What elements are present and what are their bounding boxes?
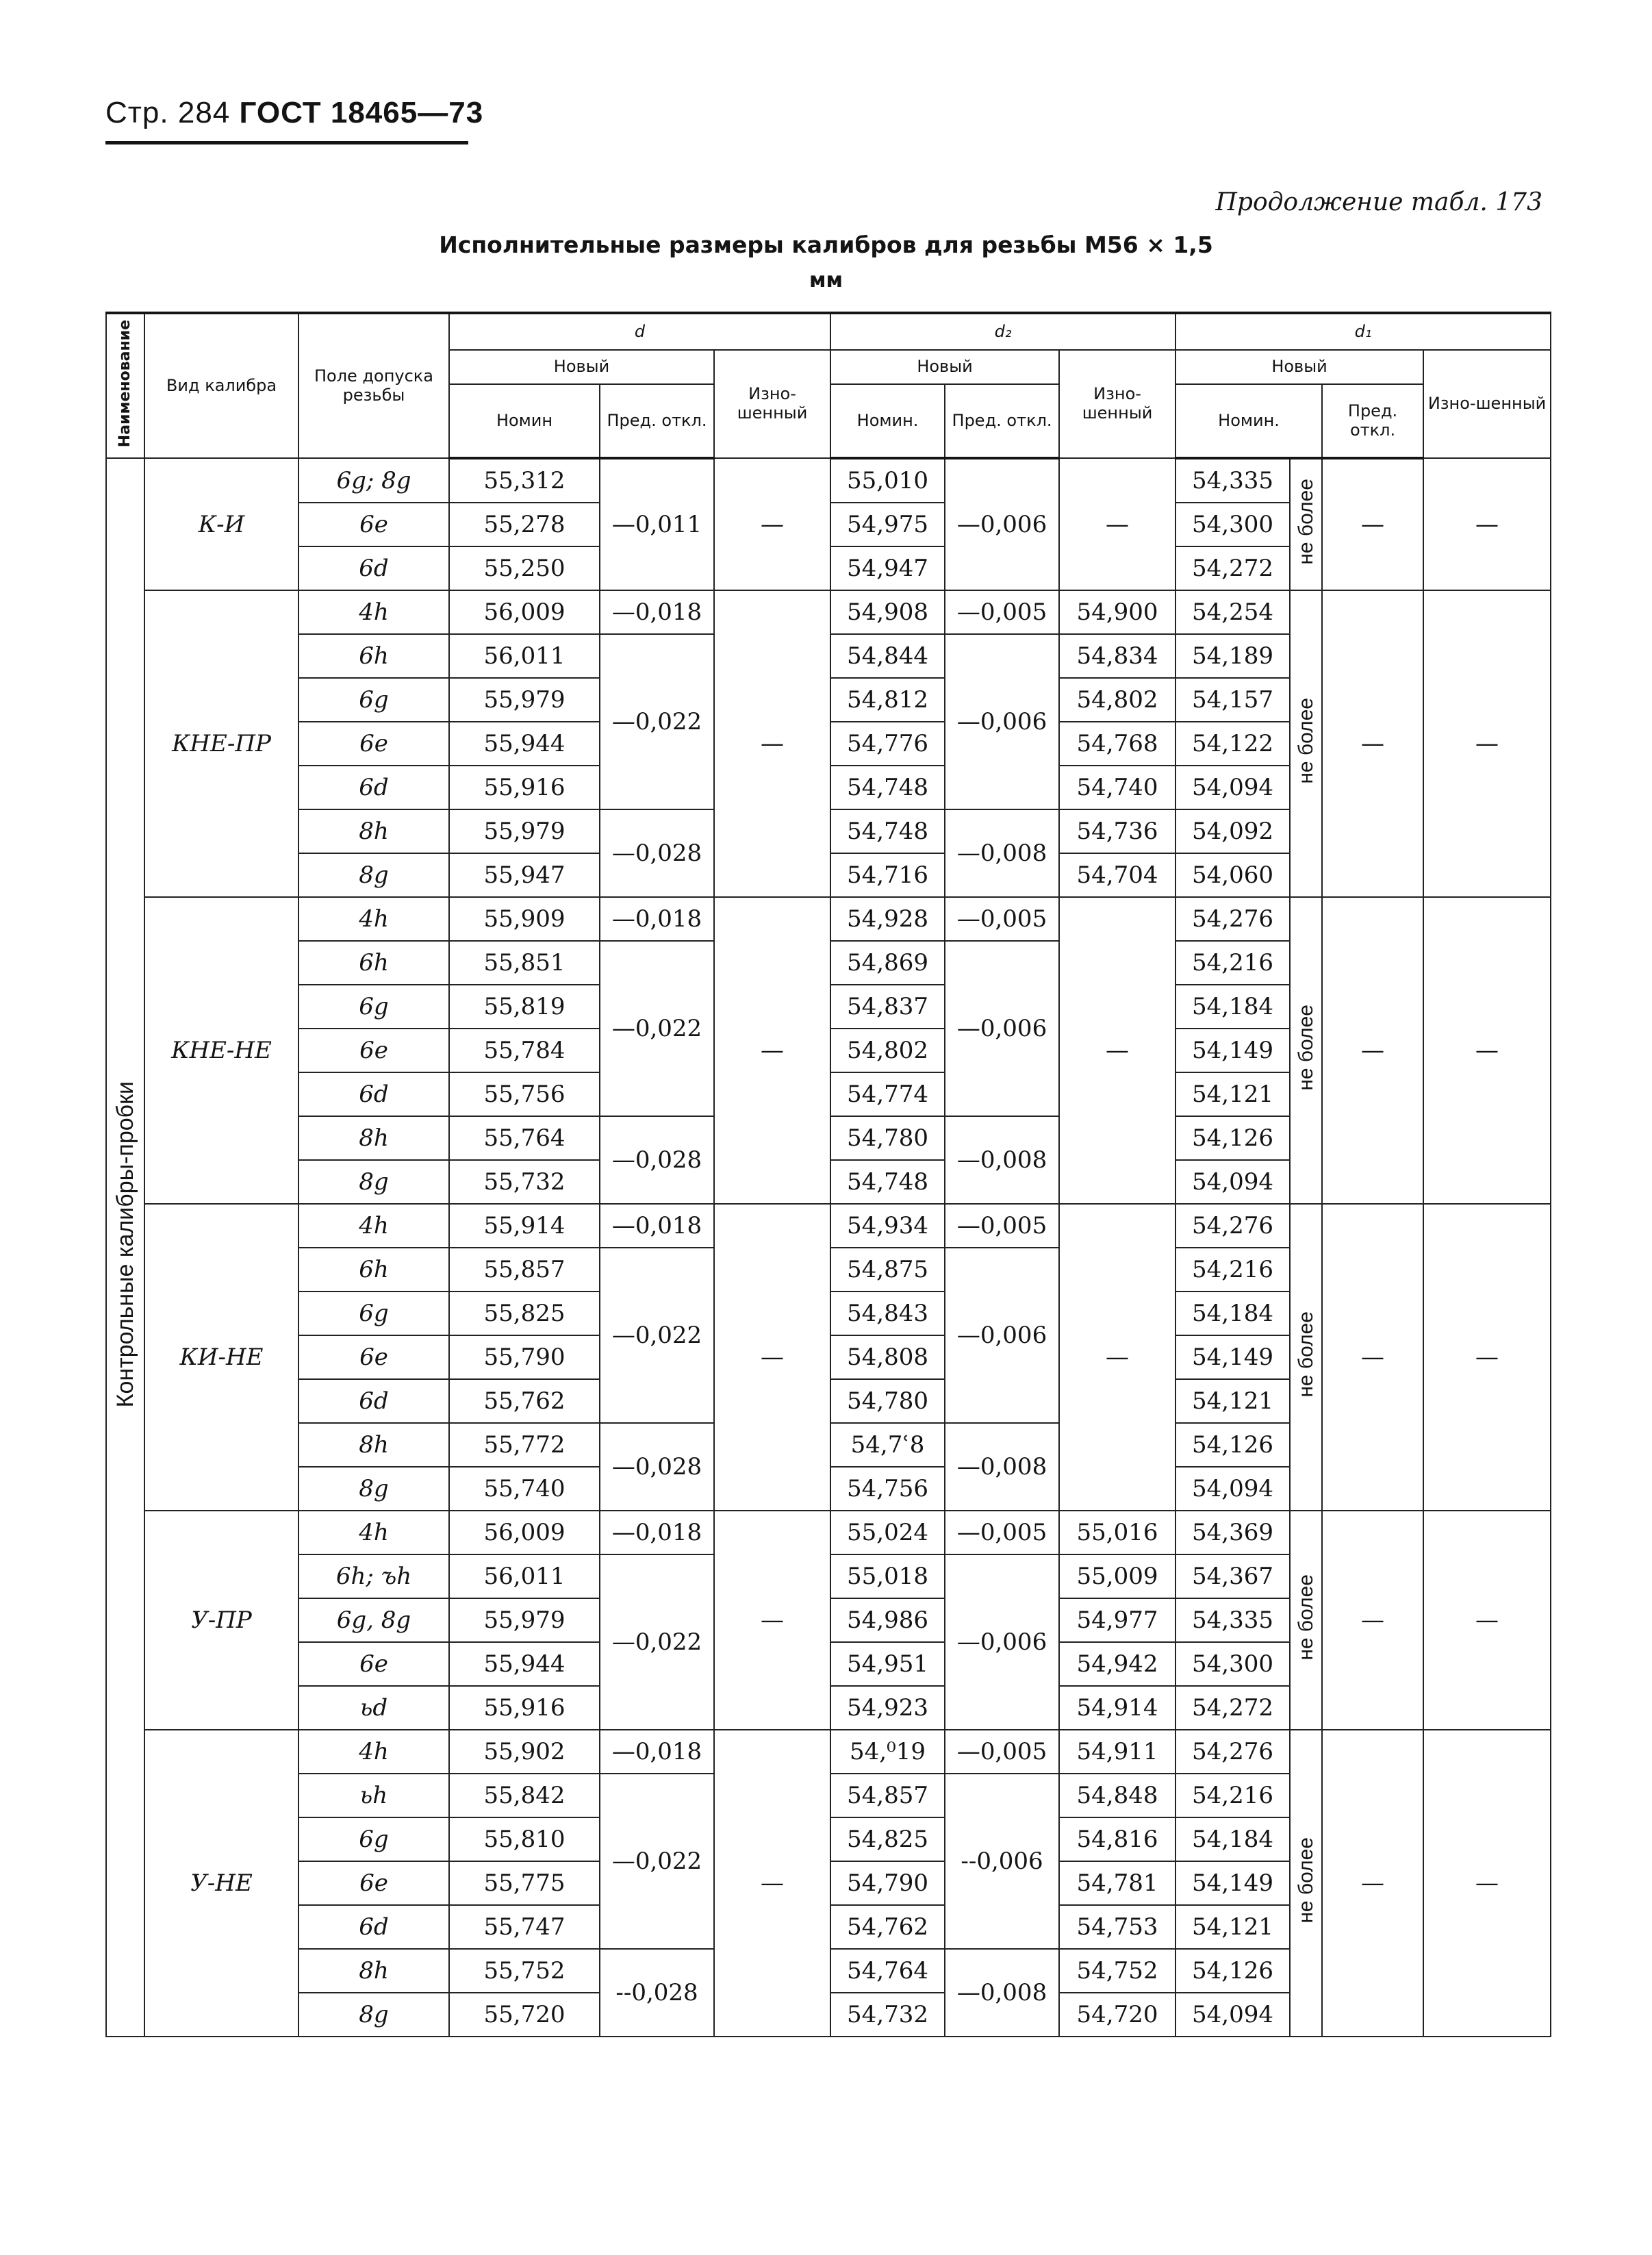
d2-header: d₂	[830, 313, 1176, 350]
d-nominal: 56,011	[449, 1554, 600, 1598]
d2-nominal: 54,790	[830, 1861, 945, 1905]
d-nominal: 55,764	[449, 1116, 600, 1160]
d-nominal: 55,909	[449, 897, 600, 941]
d1-note	[1290, 1730, 1322, 2037]
d-nominal: 55,979	[449, 809, 600, 853]
d-nominal: 55,772	[449, 1423, 600, 1467]
d1-nominal: 54,184	[1176, 985, 1290, 1029]
d-deviation: —0,018	[600, 1511, 714, 1554]
d2-worn: 54,834	[1059, 634, 1176, 678]
d1-header: d₁	[1176, 313, 1551, 350]
units-label: мм	[809, 268, 843, 292]
d1-deviation: —	[1322, 1730, 1423, 2037]
d2-worn: 54,914	[1059, 1686, 1176, 1730]
d2-worn: 54,752	[1059, 1949, 1176, 1993]
d-deviation: —0,022	[600, 941, 714, 1116]
d2-deviation: —0,008	[945, 809, 1059, 897]
d-deviation: —0,028	[600, 809, 714, 897]
table-row	[106, 1511, 1551, 1554]
d2-nominal: 55,010	[830, 458, 945, 503]
tolerance-field: 6h	[298, 1248, 449, 1292]
d2-nominal: 54,780	[830, 1116, 945, 1160]
d1-worn: —	[1423, 1511, 1551, 1730]
d-nominal: 55,842	[449, 1774, 600, 1817]
d2-deviation: —0,005	[945, 590, 1059, 634]
d-nominal: 56,009	[449, 590, 600, 634]
d-nominal-header: Номин	[449, 384, 600, 458]
d1-new-header: Новый	[1176, 350, 1423, 384]
d1-nominal: 54,094	[1176, 1467, 1290, 1511]
d2-nominal: 54,⁰19	[830, 1730, 945, 1774]
d1-note	[1290, 1204, 1322, 1511]
d-nominal: 55,916	[449, 1686, 600, 1730]
d2-worn: 55,009	[1059, 1554, 1176, 1598]
d-nominal: 55,902	[449, 1730, 600, 1774]
d-nominal: 55,720	[449, 1993, 600, 2037]
d-deviation: --0,028	[600, 1949, 714, 2037]
tolerance-field: 6e	[298, 1335, 449, 1379]
d2-worn: —	[1059, 897, 1176, 1204]
d-nominal: 55,732	[449, 1160, 600, 1204]
d1-note	[1290, 590, 1322, 897]
d-worn: —	[714, 1730, 830, 2037]
tolerance-field: 6g	[298, 1817, 449, 1861]
gauge-table	[105, 312, 1551, 2037]
tolerance-field: 6d	[298, 546, 449, 590]
d1-nominal: 54,126	[1176, 1116, 1290, 1160]
tolerance-field: 6g, 8g	[298, 1598, 449, 1642]
d2-nominal: 54,808	[830, 1335, 945, 1379]
d1-worn-header: Изно-шенный	[1423, 350, 1551, 458]
d-nominal: 55,740	[449, 1467, 600, 1511]
tolerance-field: ьh	[298, 1774, 449, 1817]
tolerance-field: 8h	[298, 1116, 449, 1160]
d1-nominal: 54,121	[1176, 1905, 1290, 1949]
table-row	[106, 458, 1551, 503]
d-deviation: —0,018	[600, 1730, 714, 1774]
tolerance-field: 8g	[298, 1993, 449, 2037]
tolerance-field: 8h	[298, 1423, 449, 1467]
d-nominal: 55,819	[449, 985, 600, 1029]
d-nominal: 55,810	[449, 1817, 600, 1861]
d2-nominal: 54,837	[830, 985, 945, 1029]
group-label: Контрольные калибры-пробки	[112, 1081, 138, 1408]
d1-nominal: 54,367	[1176, 1554, 1290, 1598]
d2-deviation: —0,006	[945, 634, 1059, 809]
table-body	[106, 458, 1551, 2037]
tolerance-field: 6e	[298, 1861, 449, 1905]
limit-note: не более	[1294, 1574, 1317, 1661]
d-deviation: —0,028	[600, 1423, 714, 1511]
d-nominal: 55,790	[449, 1335, 600, 1379]
d-worn: —	[714, 590, 830, 897]
d-new-header: Новый	[449, 350, 714, 384]
tolerance-field: 8h	[298, 809, 449, 853]
gauge-type-header: Вид калибра	[144, 313, 298, 458]
d2-deviation: —0,006	[945, 458, 1059, 590]
d2-nominal: 54,716	[830, 853, 945, 897]
tolerance-field: 6h	[298, 941, 449, 985]
d2-nominal: 54,844	[830, 634, 945, 678]
d2-deviation: —0,008	[945, 1116, 1059, 1204]
d-nominal: 55,775	[449, 1861, 600, 1905]
d1-nominal: 54,272	[1176, 1686, 1290, 1730]
d-deviation: —0,022	[600, 1554, 714, 1730]
d1-nominal: 54,094	[1176, 1160, 1290, 1204]
d2-nominal: 54,975	[830, 503, 945, 546]
d2-nominal: 54,776	[830, 722, 945, 766]
d1-nominal: 54,149	[1176, 1861, 1290, 1905]
continuation-note: Продолжение табл. 173	[1215, 188, 1542, 216]
tolerance-field: 6h; ъh	[298, 1554, 449, 1598]
tolerance-field: 6e	[298, 1642, 449, 1686]
tolerance-field: 6e	[298, 503, 449, 546]
d2-worn: 54,720	[1059, 1993, 1176, 2037]
d2-worn: —	[1059, 458, 1176, 590]
d2-deviation: —0,008	[945, 1949, 1059, 2037]
d1-nominal: 54,272	[1176, 546, 1290, 590]
d-worn: —	[714, 1204, 830, 1511]
d2-nominal: 54,812	[830, 678, 945, 722]
d1-worn: —	[1423, 1730, 1551, 2037]
d2-nominal: 54,802	[830, 1029, 945, 1072]
d-deviation: —0,028	[600, 1116, 714, 1204]
d1-nominal: 54,094	[1176, 1993, 1290, 2037]
d-nominal: 55,916	[449, 766, 600, 809]
d2-worn: 54,781	[1059, 1861, 1176, 1905]
tolerance-field: 6d	[298, 1905, 449, 1949]
header-rule	[105, 141, 468, 144]
tolerance-field: 4h	[298, 897, 449, 941]
d2-nominal: 54,774	[830, 1072, 945, 1116]
d2-worn: 54,977	[1059, 1598, 1176, 1642]
d2-nominal: 54,928	[830, 897, 945, 941]
d-nominal: 55,979	[449, 1598, 600, 1642]
d2-nominal: 55,024	[830, 1511, 945, 1554]
d2-nominal: 54,869	[830, 941, 945, 985]
tolerance-field: 6d	[298, 1072, 449, 1116]
limit-note: не более	[1294, 1004, 1317, 1091]
d-deviation: —0,022	[600, 1774, 714, 1949]
d1-worn: —	[1423, 458, 1551, 590]
d1-nominal: 54,369	[1176, 1511, 1290, 1554]
d-nominal: 55,857	[449, 1248, 600, 1292]
d1-nominal-header: Номин.	[1176, 384, 1322, 458]
d2-nominal: 54,756	[830, 1467, 945, 1511]
tolerance-field: 6g	[298, 985, 449, 1029]
d1-nominal: 54,216	[1176, 1774, 1290, 1817]
d-nominal: 55,784	[449, 1029, 600, 1072]
tolerance-field: ьd	[298, 1686, 449, 1730]
d1-worn: —	[1423, 590, 1551, 897]
d2-nominal: 54,908	[830, 590, 945, 634]
tolerance-field: 6g	[298, 1292, 449, 1335]
d1-nominal: 54,189	[1176, 634, 1290, 678]
d-nominal: 55,979	[449, 678, 600, 722]
d2-worn: 54,740	[1059, 766, 1176, 809]
group-label-cell	[106, 458, 144, 2037]
d1-nominal: 54,060	[1176, 853, 1290, 897]
tolerance-field: 8h	[298, 1949, 449, 1993]
d1-worn: —	[1423, 1204, 1551, 1511]
d1-nominal: 54,276	[1176, 1204, 1290, 1248]
d2-nominal: 54,857	[830, 1774, 945, 1817]
d-nominal: 55,747	[449, 1905, 600, 1949]
d2-worn: 54,704	[1059, 853, 1176, 897]
d2-deviation: —0,005	[945, 1730, 1059, 1774]
d1-nominal: 54,157	[1176, 678, 1290, 722]
d-nominal: 55,312	[449, 458, 600, 503]
gauge-type: К-И	[144, 458, 298, 590]
d2-nominal: 54,748	[830, 809, 945, 853]
d2-worn: 54,736	[1059, 809, 1176, 853]
d1-nominal: 54,121	[1176, 1379, 1290, 1423]
tolerance-header: Поле допуска резьбы	[298, 313, 449, 458]
d2-nominal: 54,923	[830, 1686, 945, 1730]
gauge-type: КНЕ-ПР	[144, 590, 298, 897]
d2-nominal-header: Номин.	[830, 384, 945, 458]
d-nominal: 56,011	[449, 634, 600, 678]
d1-nominal: 54,149	[1176, 1029, 1290, 1072]
d-nominal: 55,250	[449, 546, 600, 590]
d2-worn: —	[1059, 1204, 1176, 1511]
d2-worn: 54,768	[1059, 722, 1176, 766]
d2-deviation: —0,006	[945, 1554, 1059, 1730]
d2-nominal: 54,732	[830, 1993, 945, 2037]
d-deviation: —0,018	[600, 897, 714, 941]
d2-nominal: 54,986	[830, 1598, 945, 1642]
tolerance-field: 6e	[298, 1029, 449, 1072]
d2-deviation: —0,006	[945, 941, 1059, 1116]
d2-new-header: Новый	[830, 350, 1059, 384]
d2-nominal: 54,780	[830, 1379, 945, 1423]
d-header: d	[449, 313, 830, 350]
page-header	[105, 96, 483, 130]
d2-worn: 54,911	[1059, 1730, 1176, 1774]
tolerance-field: 4h	[298, 1511, 449, 1554]
d-deviation: —0,011	[600, 458, 714, 590]
d1-note	[1290, 897, 1322, 1204]
d1-nominal: 54,276	[1176, 897, 1290, 941]
d2-nominal: 54,748	[830, 766, 945, 809]
d1-nominal: 54,149	[1176, 1335, 1290, 1379]
d-worn-header: Изно-шенный	[714, 350, 830, 458]
d-nominal: 55,914	[449, 1204, 600, 1248]
d1-nominal: 54,216	[1176, 1248, 1290, 1292]
d2-worn: 54,802	[1059, 678, 1176, 722]
d1-nominal: 54,126	[1176, 1949, 1290, 1993]
d1-nominal: 54,122	[1176, 722, 1290, 766]
d2-deviation: —0,006	[945, 1248, 1059, 1423]
tolerance-field: 6e	[298, 722, 449, 766]
d1-deviation: —	[1322, 458, 1423, 590]
d-worn: —	[714, 1511, 830, 1730]
tolerance-field: 6d	[298, 766, 449, 809]
d2-deviation: --0,006	[945, 1774, 1059, 1949]
tolerance-field: 6h	[298, 634, 449, 678]
d1-worn: —	[1423, 897, 1551, 1204]
d1-nominal: 54,121	[1176, 1072, 1290, 1116]
d-nominal: 55,752	[449, 1949, 600, 1993]
standard-code: ГОСТ 18465—73	[239, 96, 484, 129]
table-row	[106, 590, 1551, 634]
d1-nominal: 54,092	[1176, 809, 1290, 853]
d-worn: —	[714, 458, 830, 590]
d-deviation: —0,022	[600, 1248, 714, 1423]
d-worn: —	[714, 897, 830, 1204]
d-nominal: 55,947	[449, 853, 600, 897]
d1-nominal: 54,254	[1176, 590, 1290, 634]
d2-nominal: 54,951	[830, 1642, 945, 1686]
d1-nominal: 54,300	[1176, 1642, 1290, 1686]
d2-worn: 54,753	[1059, 1905, 1176, 1949]
tolerance-field: 8g	[298, 1160, 449, 1204]
table-row	[106, 1204, 1551, 1248]
d2-worn: 54,942	[1059, 1642, 1176, 1686]
tolerance-field: 4h	[298, 1204, 449, 1248]
d2-deviation: —0,005	[945, 1511, 1059, 1554]
d1-nominal: 54,184	[1176, 1817, 1290, 1861]
table-title: Исполнительные размеры калибров для резьбы М56 × 1,5	[439, 231, 1213, 258]
d1-deviation: —	[1322, 1204, 1423, 1511]
page-number: Стр. 284	[105, 96, 231, 129]
tolerance-field: 8g	[298, 1467, 449, 1511]
limit-note: не более	[1294, 1311, 1317, 1398]
d2-nominal: 54,7ʿ8	[830, 1423, 945, 1467]
d-nominal: 56,009	[449, 1511, 600, 1554]
d1-deviation: —	[1322, 897, 1423, 1204]
d1-deviation: —	[1322, 1511, 1423, 1730]
d1-deviation: —	[1322, 590, 1423, 897]
d2-nominal: 54,825	[830, 1817, 945, 1861]
d2-nominal: 54,947	[830, 546, 945, 590]
tolerance-field: 6g; 8g	[298, 458, 449, 503]
d1-nominal: 54,335	[1176, 1598, 1290, 1642]
d-deviation: —0,022	[600, 634, 714, 809]
name-header: Наименование	[106, 313, 144, 458]
d1-nominal: 54,184	[1176, 1292, 1290, 1335]
d2-worn: 54,816	[1059, 1817, 1176, 1861]
d2-nominal: 54,748	[830, 1160, 945, 1204]
d1-nominal: 54,094	[1176, 766, 1290, 809]
d-nominal: 55,278	[449, 503, 600, 546]
d2-nominal: 54,934	[830, 1204, 945, 1248]
d1-nominal: 54,126	[1176, 1423, 1290, 1467]
d-deviation-header: Пред. откл.	[600, 384, 714, 458]
d-deviation: —0,018	[600, 590, 714, 634]
d2-deviation: —0,005	[945, 897, 1059, 941]
tolerance-field: 6g	[298, 678, 449, 722]
d2-nominal: 54,843	[830, 1292, 945, 1335]
d2-worn: 54,900	[1059, 590, 1176, 634]
d-deviation: —0,018	[600, 1204, 714, 1248]
d1-nominal: 54,216	[1176, 941, 1290, 985]
d1-nominal: 54,276	[1176, 1730, 1290, 1774]
limit-note: не более	[1294, 1837, 1317, 1924]
d2-worn-header: Изно-шенный	[1059, 350, 1176, 458]
tolerance-field: 8g	[298, 853, 449, 897]
d2-worn: 55,016	[1059, 1511, 1176, 1554]
d2-deviation: —0,005	[945, 1204, 1059, 1248]
table-row	[106, 897, 1551, 941]
d2-deviation: —0,008	[945, 1423, 1059, 1511]
d-nominal: 55,825	[449, 1292, 600, 1335]
d1-nominal: 54,335	[1176, 458, 1290, 503]
d1-nominal: 54,300	[1176, 503, 1290, 546]
gauge-type: У-НЕ	[144, 1730, 298, 2037]
table-row	[106, 1730, 1551, 1774]
d1-note	[1290, 458, 1322, 590]
d-nominal: 55,762	[449, 1379, 600, 1423]
d2-worn: 54,848	[1059, 1774, 1176, 1817]
d2-nominal: 54,875	[830, 1248, 945, 1292]
tolerance-field: 4h	[298, 590, 449, 634]
d2-nominal: 54,764	[830, 1949, 945, 1993]
d1-note	[1290, 1511, 1322, 1730]
d2-nominal: 54,762	[830, 1905, 945, 1949]
tolerance-field: 4h	[298, 1730, 449, 1774]
d2-nominal: 55,018	[830, 1554, 945, 1598]
d-nominal: 55,944	[449, 722, 600, 766]
gauge-type: КНЕ-НЕ	[144, 897, 298, 1204]
gauge-type: У-ПР	[144, 1511, 298, 1730]
d2-deviation-header: Пред. откл.	[945, 384, 1059, 458]
d-nominal: 55,944	[449, 1642, 600, 1686]
limit-note: не более	[1294, 478, 1317, 565]
d-nominal: 55,851	[449, 941, 600, 985]
limit-note: не более	[1294, 697, 1317, 784]
gauge-type: КИ-НЕ	[144, 1204, 298, 1511]
tolerance-field: 6d	[298, 1379, 449, 1423]
d1-deviation-header: Пред. откл.	[1322, 384, 1423, 458]
d-nominal: 55,756	[449, 1072, 600, 1116]
